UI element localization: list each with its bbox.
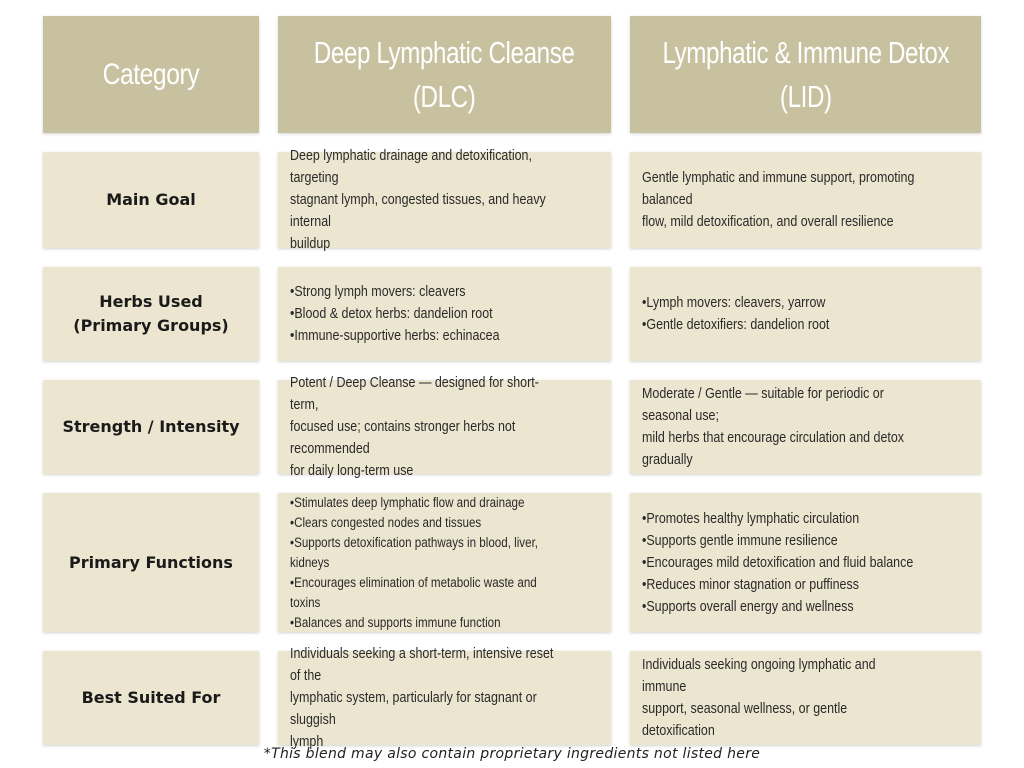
text-line: Gentle lymphatic and immune support, promoting balanced [642,170,915,208]
header-lid-abbr: (LID) [779,78,832,114]
text-line: focused use; contains stronger herbs not recommended [290,419,516,457]
bullet-item: • Encourages elimination of metabolic waste and toxins [290,573,556,613]
bullet-item: • Blood & detox herbs: dandelion root [290,303,556,325]
header-category-label: Category [102,57,200,91]
bullet-item: • Balances and supports immune function [290,613,556,633]
row-category-primary-functions [43,493,259,632]
text-line: flow, mild detoxification, and overall resilience [642,214,894,230]
text-line: Potent / Deep Cleanse — designed for short-term, [290,375,539,413]
header-dlc-abbr: (DLC) [413,78,476,114]
bullet-item: • Immune-supportive herbs: echinacea [290,325,556,347]
lid-main-goal [630,152,981,248]
bullet-item: • Reduces minor stagnation or puffiness [642,574,923,596]
bullet-list [290,493,556,633]
header-dlc [278,16,611,133]
header-category [43,16,259,133]
text-line: support, seasonal wellness, or gentle detoxification [642,701,848,739]
dlc-herbs-used [278,267,611,361]
bullet-item: • Clears congested nodes and tissues [290,513,556,533]
category-label: Herbs Used [99,292,203,311]
dlc-main-goal [278,148,611,252]
bullet-list [290,281,556,347]
bullet-list [642,292,923,336]
header-dlc-title: Deep Lymphatic Cleanse [314,34,575,70]
bullet-item: • Lymph movers: cleavers, yarrow [642,292,923,314]
dlc-strength [278,375,611,479]
header-lid-title: Lymphatic & Immune Detox [662,34,949,70]
row-category-strength [43,380,259,474]
lid-herbs-used [630,267,981,361]
footnote: *This blend may also contain proprietary ingredients not listed here [263,746,761,762]
bullet-item: • Stimulates deep lymphatic flow and drainage [290,493,556,513]
bullet-list [642,508,923,618]
header-lid [630,16,981,133]
lid-strength [630,380,981,474]
category-sublabel: (Primary Groups) [73,316,229,335]
text-line: Individuals seeking ongoing lymphatic and immune [642,657,876,695]
dlc-best-suited [278,646,611,750]
dlc-primary-functions [278,493,611,632]
category-label: Primary Functions [69,552,233,572]
lid-best-suited [630,651,981,745]
text-line: Individuals seeking a short-term, intensive reset of the [290,646,554,684]
row-category-main-goal [43,152,259,248]
bullet-item: • Supports overall energy and wellness [642,596,923,618]
row-category-best-suited [43,651,259,745]
category-label: Strength / Intensity [62,417,240,436]
text-line: Deep lymphatic drainage and detoxification, targeting [290,148,532,186]
text-line: lymph [290,734,324,750]
bullet-item: • Promotes healthy lymphatic circulation [642,508,923,530]
row-category-herbs-used [43,267,259,361]
bullet-item: • Gentle detoxifiers: dandelion root [642,314,923,336]
bullet-item: • Supports detoxification pathways in blood, liver, kidneys [290,533,556,573]
bullet-item: • Strong lymph movers: cleavers [290,281,556,303]
text-line: mild herbs that encourage circulation and detox gradually [642,430,905,468]
lid-primary-functions [630,493,981,632]
bullet-item: • Supports gentle immune resilience [642,530,923,552]
category-label: Best Suited For [81,688,221,707]
text-line: Moderate / Gentle — suitable for periodic or seasonal use; [642,386,884,424]
text-line: lymphatic system, particularly for stagnant or sluggish [290,690,537,728]
bullet-item: • Encourages mild detoxification and fluid balance [642,552,923,574]
text-line: buildup [290,236,331,252]
category-label: Main Goal [106,190,196,209]
text-line: stagnant lymph, congested tissues, and heavy internal [290,192,546,230]
text-line: for daily long-term use [290,463,414,479]
